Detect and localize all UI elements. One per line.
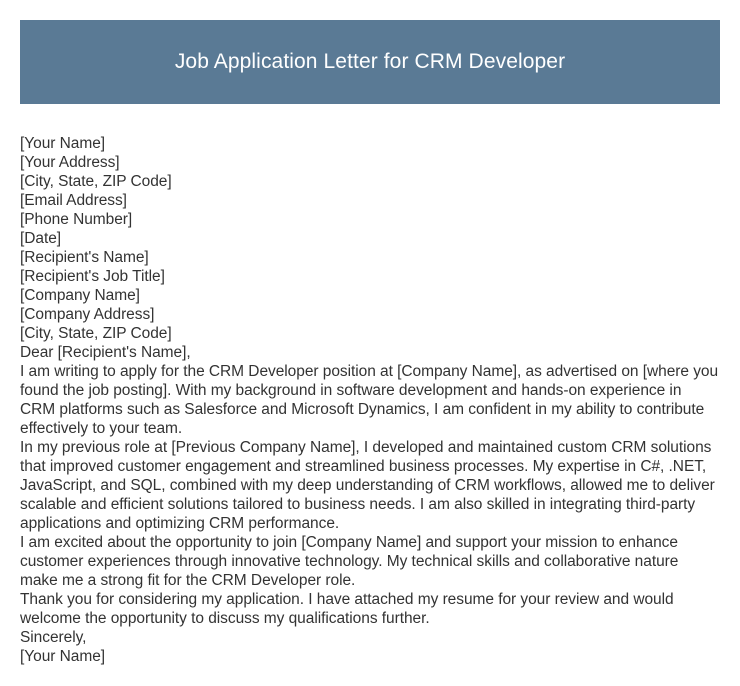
sender-address: [Your Address] — [20, 154, 120, 171]
paragraph-thanks: Thank you for considering my application. I have attached my resume for your review and would welcome the opportunity to discuss my qualifications further. — [20, 591, 674, 627]
recipient-job-title: [Recipient's Job Title] — [20, 268, 165, 285]
recipient-company: [Company Name] — [20, 287, 140, 304]
recipient-company-address: [Company Address] — [20, 306, 155, 323]
letter-body — [20, 134, 720, 666]
recipient-city-state-zip: [City, State, ZIP Code] — [20, 325, 172, 342]
sender-city-state-zip: [City, State, ZIP Code] — [20, 173, 172, 190]
letter-date: [Date] — [20, 230, 62, 247]
signature: [Your Name] — [20, 648, 106, 665]
paragraph-motivation: I am excited about the opportunity to join [Company Name] and support your mission to enhance customer experiences through innovative technology. My technical skills and collaborative nature make me a strong fit for the CRM Developer role. — [20, 534, 679, 589]
recipient-name: [Recipient's Name] — [20, 249, 149, 266]
closing: Sincerely, — [20, 629, 87, 646]
sender-phone: [Phone Number] — [20, 211, 133, 228]
sender-email: [Email Address] — [20, 192, 127, 209]
salutation: Dear [Recipient's Name], — [20, 344, 191, 361]
letter-page — [20, 20, 720, 666]
paragraph-experience: In my previous role at [Previous Company Name], I developed and maintained custom CRM solutions that improved customer engagement and streamlined business processes. My expertise in C#, .NET, JavaScript, and SQL, combined with my deep understanding of CRM workflows, allowed me to deliver scalable and efficient solutions tailored to business needs. I am also skilled in integrating third-party applications and optimizing CRM performance. — [20, 439, 715, 532]
header-banner — [20, 20, 720, 104]
paragraph-intro: I am writing to apply for the CRM Developer position at [Company Name], as advertised on [where you found the job posting]. With my background in software development and hands-on experience in CRM platforms such as Salesforce and Microsoft Dynamics, I am confident in my ability to contribute effectively to your team. — [20, 363, 719, 437]
page-title: Job Application Letter for CRM Developer — [174, 50, 566, 73]
sender-name: [Your Name] — [20, 135, 106, 152]
